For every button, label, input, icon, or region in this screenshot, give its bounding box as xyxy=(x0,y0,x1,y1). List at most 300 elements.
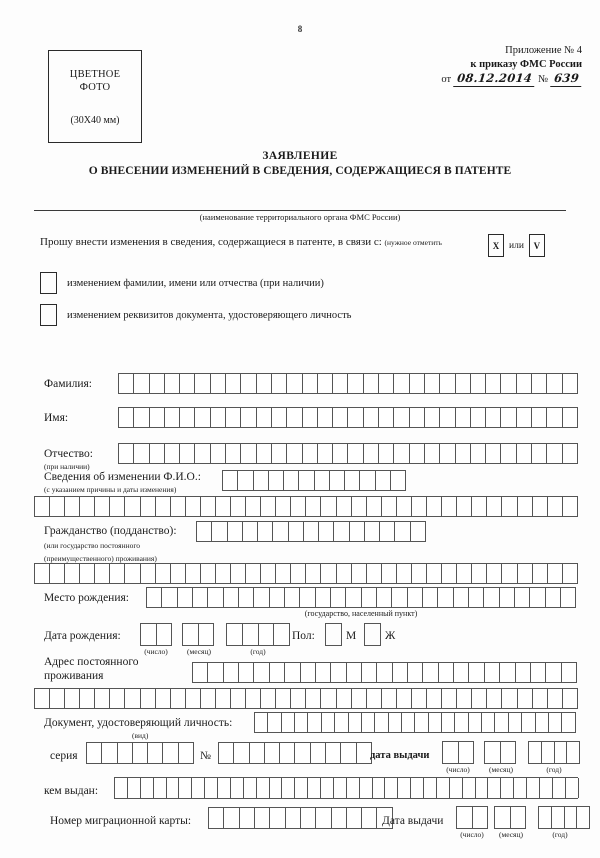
form-cell[interactable] xyxy=(318,374,333,393)
form-cell[interactable] xyxy=(337,497,352,516)
checkbox-sex-female[interactable] xyxy=(364,623,381,646)
form-cell[interactable] xyxy=(119,374,134,393)
form-cell[interactable] xyxy=(437,778,450,798)
form-cell[interactable] xyxy=(322,713,335,732)
form-cell[interactable] xyxy=(456,374,471,393)
form-cell[interactable] xyxy=(415,713,428,732)
form-cell[interactable] xyxy=(150,374,165,393)
form-cell[interactable] xyxy=(502,689,517,708)
form-cell[interactable] xyxy=(163,743,178,763)
form-cell[interactable] xyxy=(119,444,134,463)
form-cell[interactable] xyxy=(345,471,360,490)
form-cell[interactable] xyxy=(495,713,508,732)
form-cell[interactable] xyxy=(231,497,246,516)
form-cell[interactable] xyxy=(555,742,568,763)
form-cell[interactable] xyxy=(141,564,156,583)
form-cell[interactable] xyxy=(546,663,561,682)
form-cell[interactable] xyxy=(485,663,500,682)
form-cell[interactable] xyxy=(157,624,173,645)
form-cell[interactable] xyxy=(318,444,333,463)
form-cell[interactable] xyxy=(454,663,469,682)
form-cell[interactable] xyxy=(280,743,295,763)
form-cell[interactable] xyxy=(364,374,379,393)
form-cell[interactable] xyxy=(362,713,375,732)
form-cell[interactable] xyxy=(410,408,425,427)
form-cell[interactable] xyxy=(389,713,402,732)
form-cell[interactable] xyxy=(243,624,259,645)
form-cell[interactable] xyxy=(463,778,476,798)
form-cell[interactable] xyxy=(250,743,265,763)
form-cell[interactable] xyxy=(350,522,365,541)
form-cell[interactable] xyxy=(517,444,532,463)
form-cell[interactable] xyxy=(527,778,540,798)
form-cell[interactable] xyxy=(472,564,487,583)
form-cell[interactable] xyxy=(457,689,472,708)
form-cell[interactable] xyxy=(195,408,210,427)
form-cell[interactable] xyxy=(171,497,186,516)
form-cell[interactable] xyxy=(291,497,306,516)
form-cell[interactable] xyxy=(287,374,302,393)
form-cell[interactable] xyxy=(347,778,360,798)
form-cell[interactable] xyxy=(295,713,308,732)
form-cell[interactable] xyxy=(167,778,180,798)
form-cell[interactable] xyxy=(469,713,482,732)
form-cell[interactable] xyxy=(246,564,261,583)
form-cell[interactable] xyxy=(469,663,484,682)
form-cell[interactable] xyxy=(487,564,502,583)
form-cell[interactable] xyxy=(201,497,216,516)
form-cell[interactable] xyxy=(265,743,280,763)
form-cell[interactable] xyxy=(65,689,80,708)
form-cell[interactable] xyxy=(532,408,547,427)
form-cell[interactable] xyxy=(518,564,533,583)
form-cell[interactable] xyxy=(150,444,165,463)
form-cell[interactable] xyxy=(308,713,321,732)
form-cell[interactable] xyxy=(273,522,288,541)
form-cell[interactable] xyxy=(365,522,380,541)
form-cell[interactable] xyxy=(397,497,412,516)
form-cell[interactable] xyxy=(234,743,249,763)
form-cell[interactable] xyxy=(382,689,397,708)
form-cell[interactable] xyxy=(330,471,345,490)
form-cell[interactable] xyxy=(270,778,283,798)
form-cell[interactable] xyxy=(178,588,193,607)
form-cell[interactable] xyxy=(319,522,334,541)
form-cell[interactable] xyxy=(321,497,336,516)
form-cell[interactable] xyxy=(364,444,379,463)
input-citizenship-row1[interactable] xyxy=(196,521,426,542)
form-cell[interactable] xyxy=(440,374,455,393)
form-cell[interactable] xyxy=(216,689,231,708)
form-cell[interactable] xyxy=(486,374,501,393)
input-series[interactable] xyxy=(86,742,194,764)
form-cell[interactable] xyxy=(141,497,156,516)
form-cell[interactable] xyxy=(231,689,246,708)
form-cell[interactable] xyxy=(439,663,454,682)
form-cell[interactable] xyxy=(367,497,382,516)
form-cell[interactable] xyxy=(254,588,269,607)
form-cell[interactable] xyxy=(186,689,201,708)
input-issued-by[interactable] xyxy=(114,777,578,799)
form-cell[interactable] xyxy=(501,742,517,763)
form-cell[interactable] xyxy=(395,522,410,541)
input-name[interactable] xyxy=(118,407,578,428)
form-cell[interactable] xyxy=(408,663,423,682)
form-cell[interactable] xyxy=(285,663,300,682)
form-cell[interactable] xyxy=(514,778,527,798)
form-cell[interactable] xyxy=(80,497,95,516)
form-cell[interactable] xyxy=(226,444,241,463)
form-cell[interactable] xyxy=(379,374,394,393)
form-cell[interactable] xyxy=(392,588,407,607)
form-cell[interactable] xyxy=(563,444,578,463)
form-cell[interactable] xyxy=(450,778,463,798)
form-cell[interactable] xyxy=(148,743,163,763)
form-cell[interactable] xyxy=(377,663,392,682)
form-cell[interactable] xyxy=(315,471,330,490)
form-cell[interactable] xyxy=(485,742,501,763)
form-cell[interactable] xyxy=(165,374,180,393)
form-cell[interactable] xyxy=(482,713,495,732)
form-cell[interactable] xyxy=(346,588,361,607)
input-doc-number[interactable] xyxy=(218,742,372,764)
form-cell[interactable] xyxy=(547,374,562,393)
form-cell[interactable] xyxy=(394,374,409,393)
form-cell[interactable] xyxy=(239,663,254,682)
form-cell[interactable] xyxy=(542,742,555,763)
form-cell[interactable] xyxy=(352,564,367,583)
form-cell[interactable] xyxy=(241,444,256,463)
form-cell[interactable] xyxy=(303,444,318,463)
form-cell[interactable] xyxy=(348,444,363,463)
input-id-document[interactable] xyxy=(254,712,576,733)
form-cell[interactable] xyxy=(548,564,563,583)
form-cell[interactable] xyxy=(289,522,304,541)
form-cell[interactable] xyxy=(500,588,515,607)
form-cell[interactable] xyxy=(134,444,149,463)
form-cell[interactable] xyxy=(287,444,302,463)
form-cell[interactable] xyxy=(442,564,457,583)
form-cell[interactable] xyxy=(316,588,331,607)
form-cell[interactable] xyxy=(216,497,231,516)
form-cell[interactable] xyxy=(347,808,362,828)
form-cell[interactable] xyxy=(301,808,316,828)
form-cell[interactable] xyxy=(425,408,440,427)
form-cell[interactable] xyxy=(156,497,171,516)
form-cell[interactable] xyxy=(227,624,243,645)
form-cell[interactable] xyxy=(536,713,549,732)
form-cell[interactable] xyxy=(304,522,319,541)
form-cell[interactable] xyxy=(457,564,472,583)
form-cell[interactable] xyxy=(408,588,423,607)
form-cell[interactable] xyxy=(455,713,468,732)
reason-row-surname-change[interactable] xyxy=(40,272,324,294)
form-cell[interactable] xyxy=(518,689,533,708)
form-cell[interactable] xyxy=(484,588,499,607)
form-cell[interactable] xyxy=(303,408,318,427)
form-cell[interactable] xyxy=(352,689,367,708)
form-cell[interactable] xyxy=(333,374,348,393)
form-cell[interactable] xyxy=(533,564,548,583)
form-cell[interactable] xyxy=(291,564,306,583)
form-cell[interactable] xyxy=(156,689,171,708)
form-cell[interactable] xyxy=(35,497,50,516)
form-cell[interactable] xyxy=(219,743,234,763)
form-cell[interactable] xyxy=(80,564,95,583)
form-cell[interactable] xyxy=(540,778,553,798)
form-cell[interactable] xyxy=(261,497,276,516)
form-cell[interactable] xyxy=(183,624,199,645)
form-cell[interactable] xyxy=(563,408,578,427)
form-cell[interactable] xyxy=(125,497,140,516)
form-cell[interactable] xyxy=(501,374,516,393)
form-cell[interactable] xyxy=(362,588,377,607)
form-cell[interactable] xyxy=(261,689,276,708)
checkbox-reason-surname-change[interactable] xyxy=(40,272,57,294)
form-cell[interactable] xyxy=(272,408,287,427)
form-cell[interactable] xyxy=(391,471,406,490)
form-cell[interactable] xyxy=(259,624,275,645)
form-cell[interactable] xyxy=(241,374,256,393)
form-cell[interactable] xyxy=(459,742,475,763)
input-migration-issue-month[interactable] xyxy=(494,806,526,829)
form-cell[interactable] xyxy=(301,663,316,682)
form-cell[interactable] xyxy=(532,444,547,463)
form-cell[interactable] xyxy=(377,588,392,607)
form-cell[interactable] xyxy=(517,374,532,393)
form-cell[interactable] xyxy=(211,374,226,393)
form-cell[interactable] xyxy=(411,778,424,798)
form-cell[interactable] xyxy=(393,663,408,682)
form-cell[interactable] xyxy=(228,522,243,541)
form-cell[interactable] xyxy=(427,497,442,516)
form-cell[interactable] xyxy=(546,588,561,607)
form-cell[interactable] xyxy=(133,743,148,763)
form-cell[interactable] xyxy=(318,408,333,427)
form-cell[interactable] xyxy=(276,689,291,708)
input-patronymic[interactable] xyxy=(118,443,578,464)
form-cell[interactable] xyxy=(334,522,349,541)
form-cell[interactable] xyxy=(531,663,546,682)
form-cell[interactable] xyxy=(375,713,388,732)
form-cell[interactable] xyxy=(239,588,254,607)
form-cell[interactable] xyxy=(379,444,394,463)
form-cell[interactable] xyxy=(331,663,346,682)
form-cell[interactable] xyxy=(549,713,562,732)
form-cell[interactable] xyxy=(257,778,270,798)
form-cell[interactable] xyxy=(511,807,527,828)
form-cell[interactable] xyxy=(360,471,375,490)
form-cell[interactable] xyxy=(376,471,391,490)
form-cell[interactable] xyxy=(243,522,258,541)
form-cell[interactable] xyxy=(286,808,301,828)
form-cell[interactable] xyxy=(218,778,231,798)
form-cell[interactable] xyxy=(308,778,321,798)
form-cell[interactable] xyxy=(547,408,562,427)
form-cell[interactable] xyxy=(487,689,502,708)
form-cell[interactable] xyxy=(80,689,95,708)
form-cell[interactable] xyxy=(394,444,409,463)
form-cell[interactable] xyxy=(563,564,578,583)
form-cell[interactable] xyxy=(110,497,125,516)
form-cell[interactable] xyxy=(563,497,578,516)
form-cell[interactable] xyxy=(254,471,269,490)
form-cell[interactable] xyxy=(141,689,156,708)
form-cell[interactable] xyxy=(429,713,442,732)
form-cell[interactable] xyxy=(385,778,398,798)
form-cell[interactable] xyxy=(282,713,295,732)
form-cell[interactable] xyxy=(561,588,576,607)
form-cell[interactable] xyxy=(454,588,469,607)
form-cell[interactable] xyxy=(255,713,268,732)
form-cell[interactable] xyxy=(530,588,545,607)
form-cell[interactable] xyxy=(171,689,186,708)
form-cell[interactable] xyxy=(147,588,162,607)
form-cell[interactable] xyxy=(533,497,548,516)
form-cell[interactable] xyxy=(425,374,440,393)
form-cell[interactable] xyxy=(65,497,80,516)
form-cell[interactable] xyxy=(379,408,394,427)
form-cell[interactable] xyxy=(269,471,284,490)
form-cell[interactable] xyxy=(35,689,50,708)
form-cell[interactable] xyxy=(50,564,65,583)
form-cell[interactable] xyxy=(509,713,522,732)
form-cell[interactable] xyxy=(223,471,238,490)
form-cell[interactable] xyxy=(352,497,367,516)
input-migration-issue-day[interactable] xyxy=(456,806,488,829)
form-cell[interactable] xyxy=(522,713,535,732)
input-fio-change-info-row1[interactable] xyxy=(222,470,406,491)
form-cell[interactable] xyxy=(532,374,547,393)
form-cell[interactable] xyxy=(333,408,348,427)
form-cell[interactable] xyxy=(515,588,530,607)
form-cell[interactable] xyxy=(134,408,149,427)
form-cell[interactable] xyxy=(427,564,442,583)
form-cell[interactable] xyxy=(285,588,300,607)
form-cell[interactable] xyxy=(197,522,212,541)
form-cell[interactable] xyxy=(337,689,352,708)
form-cell[interactable] xyxy=(456,444,471,463)
form-cell[interactable] xyxy=(171,564,186,583)
input-fio-change-info-row2[interactable] xyxy=(34,496,578,517)
form-cell[interactable] xyxy=(303,374,318,393)
form-cell[interactable] xyxy=(156,564,171,583)
input-migration-card[interactable] xyxy=(208,807,393,829)
form-cell[interactable] xyxy=(306,564,321,583)
form-cell[interactable] xyxy=(566,778,579,798)
form-cell[interactable] xyxy=(208,588,223,607)
form-cell[interactable] xyxy=(295,743,310,763)
form-cell[interactable] xyxy=(141,778,154,798)
form-cell[interactable] xyxy=(562,713,575,732)
form-cell[interactable] xyxy=(231,564,246,583)
form-cell[interactable] xyxy=(193,663,208,682)
form-cell[interactable] xyxy=(471,444,486,463)
form-cell[interactable] xyxy=(553,778,566,798)
form-cell[interactable] xyxy=(65,564,80,583)
input-issue-day[interactable] xyxy=(442,741,474,764)
form-cell[interactable] xyxy=(87,743,102,763)
form-cell[interactable] xyxy=(517,408,532,427)
form-cell[interactable] xyxy=(201,689,216,708)
form-cell[interactable] xyxy=(410,444,425,463)
form-cell[interactable] xyxy=(423,588,438,607)
form-cell[interactable] xyxy=(118,743,133,763)
input-permanent-address-row2[interactable] xyxy=(34,688,578,709)
form-cell[interactable] xyxy=(373,778,386,798)
form-cell[interactable] xyxy=(341,743,356,763)
form-cell[interactable] xyxy=(134,374,149,393)
form-cell[interactable] xyxy=(412,497,427,516)
form-cell[interactable] xyxy=(306,689,321,708)
form-cell[interactable] xyxy=(472,689,487,708)
form-cell[interactable] xyxy=(486,444,501,463)
form-cell[interactable] xyxy=(102,743,117,763)
form-cell[interactable] xyxy=(119,408,134,427)
form-cell[interactable] xyxy=(423,663,438,682)
form-cell[interactable] xyxy=(238,471,253,490)
form-cell[interactable] xyxy=(382,564,397,583)
form-cell[interactable] xyxy=(442,497,457,516)
form-cell[interactable] xyxy=(179,778,192,798)
reason-row-document-change[interactable] xyxy=(40,304,351,326)
form-cell[interactable] xyxy=(150,408,165,427)
form-cell[interactable] xyxy=(141,624,157,645)
form-cell[interactable] xyxy=(457,497,472,516)
form-cell[interactable] xyxy=(471,374,486,393)
form-cell[interactable] xyxy=(276,564,291,583)
form-cell[interactable] xyxy=(362,808,377,828)
form-cell[interactable] xyxy=(398,778,411,798)
form-cell[interactable] xyxy=(272,444,287,463)
form-cell[interactable] xyxy=(456,408,471,427)
form-cell[interactable] xyxy=(284,471,299,490)
form-cell[interactable] xyxy=(195,444,210,463)
checkbox-sex-male[interactable] xyxy=(325,623,342,646)
form-cell[interactable] xyxy=(180,444,195,463)
form-cell[interactable] xyxy=(180,408,195,427)
form-cell[interactable] xyxy=(257,408,272,427)
form-cell[interactable] xyxy=(347,663,362,682)
form-cell[interactable] xyxy=(487,497,502,516)
form-cell[interactable] xyxy=(402,713,415,732)
form-cell[interactable] xyxy=(335,713,348,732)
form-cell[interactable] xyxy=(244,778,257,798)
form-cell[interactable] xyxy=(552,807,565,828)
form-cell[interactable] xyxy=(367,689,382,708)
form-cell[interactable] xyxy=(258,522,273,541)
form-cell[interactable] xyxy=(500,663,515,682)
input-issue-month[interactable] xyxy=(484,741,516,764)
form-cell[interactable] xyxy=(502,497,517,516)
form-cell[interactable] xyxy=(476,778,489,798)
form-cell[interactable] xyxy=(241,408,256,427)
form-cell[interactable] xyxy=(469,588,484,607)
form-cell[interactable] xyxy=(473,807,489,828)
form-cell[interactable] xyxy=(367,564,382,583)
form-cell[interactable] xyxy=(424,778,437,798)
form-cell[interactable] xyxy=(516,663,531,682)
form-cell[interactable] xyxy=(440,444,455,463)
form-cell[interactable] xyxy=(380,522,395,541)
form-cell[interactable] xyxy=(440,408,455,427)
form-cell[interactable] xyxy=(270,588,285,607)
form-cell[interactable] xyxy=(529,742,542,763)
form-cell[interactable] xyxy=(326,743,341,763)
form-cell[interactable] xyxy=(427,689,442,708)
checkbox-reason-document-change[interactable] xyxy=(40,304,57,326)
form-cell[interactable] xyxy=(364,408,379,427)
